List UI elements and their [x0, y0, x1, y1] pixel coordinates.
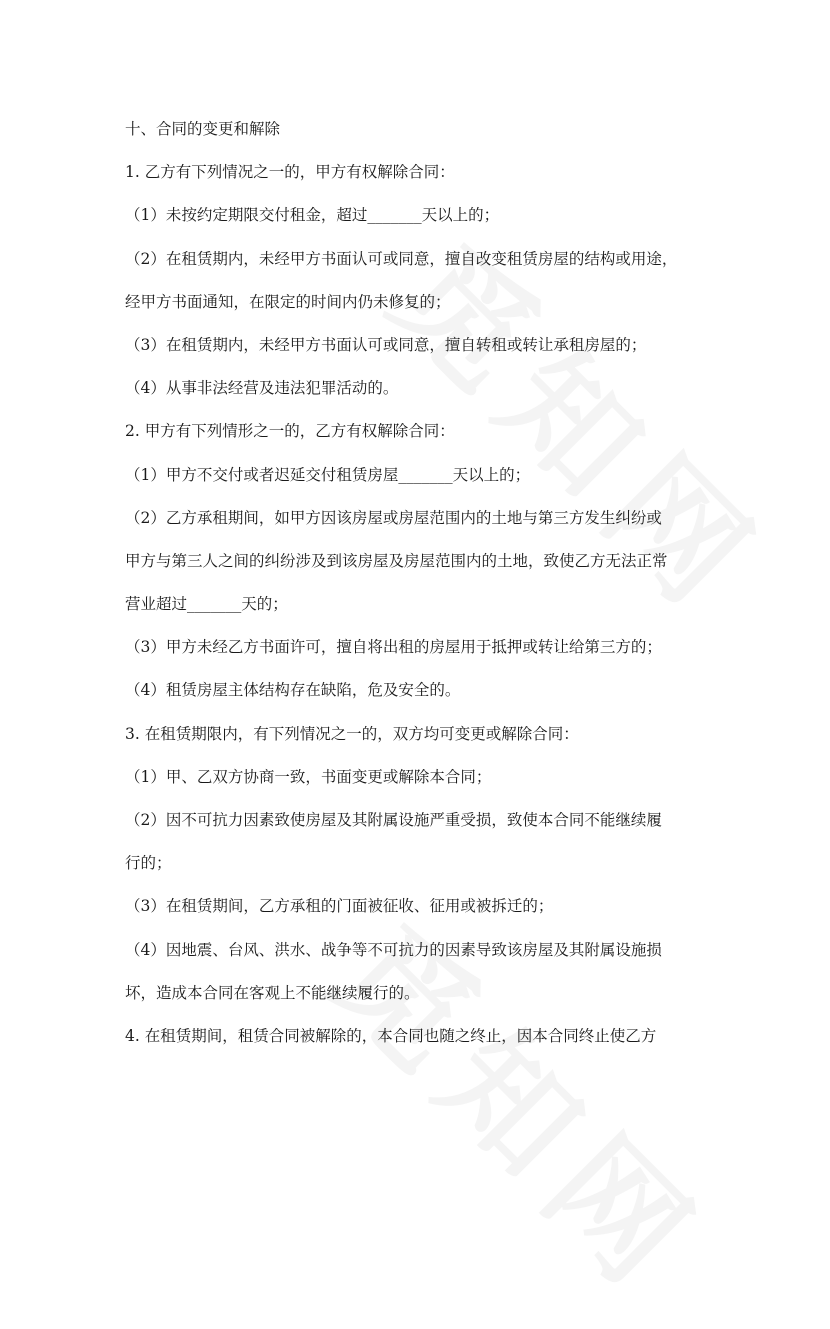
clause-3-item-1: （1）甲、乙双方协商一致，书面变更或解除本合同； — [125, 767, 492, 786]
clause-3-heading: 3. 在租赁期限内，有下列情况之一的，双方均可变更或解除合同： — [125, 724, 579, 743]
clause-4-heading: 4. 在租赁期间，租赁合同被解除的，本合同也随之终止，因本合同终止使乙方 — [125, 1026, 657, 1045]
clause-1-heading: 1. 乙方有下列情况之一的，甲方有权解除合同： — [125, 163, 455, 182]
clause-2-heading: 2. 甲方有下列情形之一的，乙方有权解除合同： — [125, 422, 455, 441]
clause-1-item-2-cont: 经甲方书面通知，在限定的时间内仍未修复的； — [125, 292, 451, 311]
clause-3-item-4: （4）因地震、台风、洪水、战争等不可抗力的因素导致该房屋及其附属设施损 — [125, 940, 662, 959]
clause-1-item-2: （2）在租赁期内，未经甲方书面认可或同意，擅自改变租赁房屋的结构或用途， — [125, 249, 678, 268]
clause-3-item-3: （3）在租赁期间，乙方承租的门面被征收、征用或被拆迁的； — [125, 897, 554, 916]
clause-1-item-1: （1）未按约定期限交付租金，超过_______天以上的； — [125, 206, 500, 225]
clause-2-item-3: （3）甲方未经乙方书面许可，擅自将出租的房屋用于抵押或转让给第三方的； — [125, 638, 662, 657]
clause-1-item-3: （3）在租赁期内，未经甲方书面认可或同意，擅自转租或转让承租房屋的； — [125, 335, 647, 354]
clause-3-item-2: （2）因不可抗力因素致使房屋及其附属设施严重受损，致使本合同不能继续履 — [125, 811, 662, 829]
clause-2-item-2-cont: 甲方与第三人之间的纠纷涉及到该房屋及房屋范围内的土地，致使乙方无法正常 — [125, 551, 668, 570]
clause-2-item-4: （4）租赁房屋主体结构存在缺陷，危及安全的。 — [125, 681, 461, 700]
document-body — [125, 108, 710, 1058]
clause-2-item-2: （2）乙方承租期间，如甲方因该房屋或房屋范围内的土地与第三方发生纠纷或 — [125, 508, 662, 527]
clause-2-item-1: （1）甲方不交付或者迟延交付租赁房屋_______天以上的； — [125, 465, 531, 484]
section-heading: 十、合同的变更和解除 — [125, 120, 281, 138]
clause-3-item-4-cont: 坏，造成本合同在客观上不能继续履行的。 — [125, 983, 420, 1002]
clause-3-item-2-cont: 行的； — [125, 854, 172, 873]
clause-2-item-2-cont: 营业超过_______天的； — [125, 595, 288, 614]
clause-1-item-4: （4）从事非法经营及违法犯罪活动的。 — [125, 379, 399, 398]
